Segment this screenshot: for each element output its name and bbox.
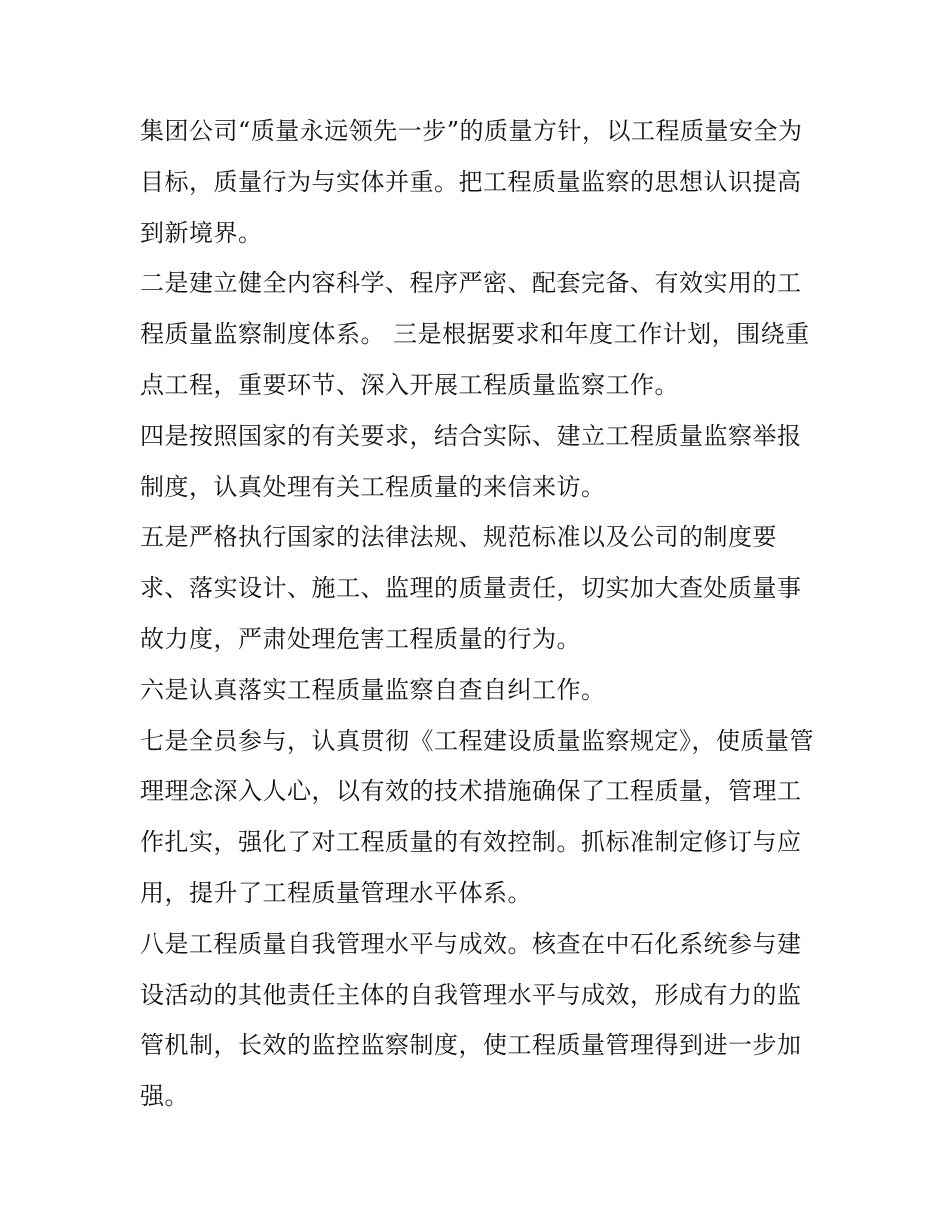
paragraph-item-8: 八是工程质量自我管理水平与成效。核查在中石化系统参与建设活动的其他责任主体的自我管理水平与成效，形成有力的监管机制，长效的监控监察制度，使工程质量管理得到进一步加强。	[140, 929, 802, 1111]
document-body	[140, 106, 815, 1122]
paragraph-item-2-3: 二是建立健全内容科学、程序严密、配套完备、有效实用的工程质量监察制度体系。 三是根据要求和年度工作计划，围绕重点工程，重要环节、深入开展工程质量监察工作。	[140, 269, 810, 399]
paragraph-item-7: 七是全员参与，认真贯彻《工程建设质量监察规定》，使质量管理理念深入人心，以有效的技术措施确保了工程质量，管理工作扎实，强化了对工程质量的有效控制。抓标准制定修订与应用，提升了工程质量管理水平体系。	[140, 726, 814, 907]
paragraph-item-6: 六是认真落实工程质量监察自查自纠工作。	[140, 675, 606, 704]
paragraph-intro: 集团公司“质量永远领先一步”的质量方针，以工程质量安全为目标，质量行为与实体并重。把工程质量监察的思想认识提高到新境界。	[140, 117, 803, 247]
paragraph-item-4: 四是按照国家的有关要求，结合实际、建立工程质量监察举报制度，认真处理有关工程质量的来信来访。	[140, 421, 802, 501]
paragraph-item-5: 五是严格执行国家的法律法规、规范标准以及公司的制度要求、落实设计、施工、监理的质量责任，切实加大查处质量事故力度，严肃处理危害工程质量的行为。	[140, 523, 802, 653]
